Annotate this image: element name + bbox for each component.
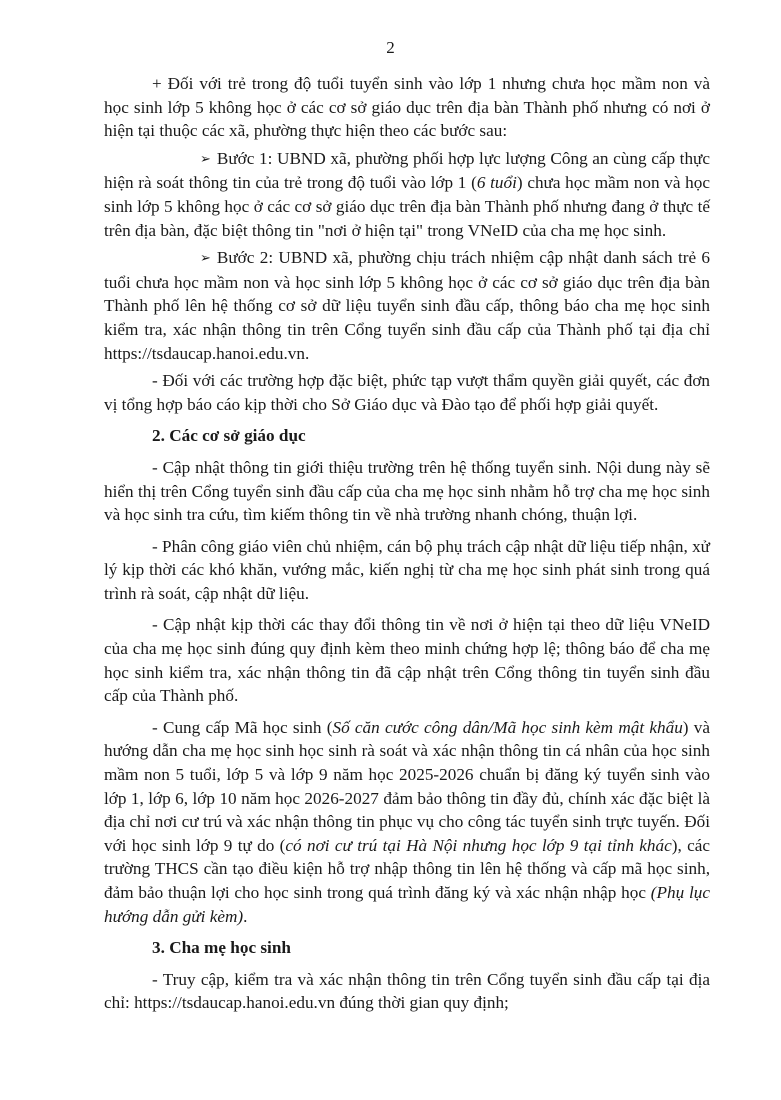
arrow-bullet-icon: ➢ — [200, 150, 211, 166]
intro-paragraph: + Đối với trẻ trong độ tuổi tuyển sinh vào lớp 1 nhưng chưa học mầm non và học sinh lớp 5 không học ở các cơ sở giáo dục trên địa bàn Thành phố nhưng có nơi ở hiện tại thuộc các xã, phường thực hiện theo các bước sau: — [104, 74, 710, 141]
step-1-text-cont: ) chưa học mầm non và học sinh lớp 5 không học ở các cơ sở giáo dục trên địa bàn Thành phố nhưng đang ở thực tế trên địa bàn, đặc biệt thông tin "nơi ở hiện tại" trong VNeID của cha mẹ học sinh. — [104, 173, 710, 240]
p4-italic-2: có nơi cư trú tại Hà Nội nhưng học lớp 9 tại tỉnh khác — [285, 835, 672, 855]
special-cases-paragraph: - Đối với các trường hợp đặc biệt, phức tạp vượt thẩm quyền giải quyết, các đơn vị tổng hợp báo cáo kịp thời cho Sở Giáo dục và Đào tạo để phối hợp giải quyết. — [104, 371, 710, 414]
document-body — [104, 72, 710, 1023]
section-2-paragraph-1: - Cập nhật thông tin giới thiệu trường trên hệ thống tuyển sinh. Nội dung này sẽ hiển thị trên Cổng tuyển sinh đầu cấp của cha mẹ học sinh nhằm hỗ trợ cha mẹ học sinh và học sinh tra cứu, tìm kiếm thông tin về nhà trường nhanh chóng, thuận lợi. — [104, 457, 710, 525]
step-1-paragraph — [104, 147, 710, 242]
step-2-paragraph — [104, 246, 710, 365]
p4-text-d: . — [243, 906, 248, 926]
p4-text-c: ), các trường THCS cần tạo điều kiện hỗ trợ nhập thông tin lên hệ thống và cấp mã học sinh, đảm bảo thuận lợi cho học sinh trong quá trình đăng ký và xác nhận nhập học — [104, 835, 710, 902]
section-2-paragraph-2: - Phân công giáo viên chủ nhiệm, cán bộ phụ trách cập nhật dữ liệu tiếp nhận, xử lý kịp thời các khó khăn, vướng mắc, kiến nghị từ cha mẹ học sinh phát sinh trong quá trình rà soát, cập nhật dữ liệu. — [104, 536, 710, 603]
step-1-text: Bước 1: UBND xã, phường phối hợp lực lượng Công an cùng cấp thực hiện rà soát thông tin của trẻ trong độ tuổi vào lớp 1 ( — [104, 148, 710, 193]
arrow-bullet-icon: ➢ — [200, 250, 211, 266]
p4-text-b: ) và hướng dẫn cha mẹ học sinh học sinh rà soát và xác nhận thông tin cá nhân của học sinh mầm non 5 tuổi, lớp 5 và lớp 9 năm học 2025-2026 chuẩn bị đăng ký tuyển sinh vào lớp 1, lớp 6, lớp 10 năm học 2026-2027 đảm bảo thông tin đầy đủ, chính xác đặc biệt là địa chỉ nơi cư trú và xác nhận thông tin phục vụ cho công tác tuyển sinh trực tuyến. Đối với học sinh lớp 9 tự do ( — [104, 717, 710, 855]
step-2-text: Bước 2: UBND xã, phường chịu trách nhiệm cập nhật danh sách trẻ 6 tuổi chưa học mầm non và học sinh lớp 5 không học ở các cơ sở giáo dục trên địa bàn Thành phố lên hệ thống cơ sở dữ liệu tuyển sinh đầu cấp, thông báo cha mẹ học sinh kiểm tra, xác nhận thông tin trên Cổng tuyển sinh đầu cấp của Thành phố tại địa chỉ https://tsdaucap.hanoi.edu.vn. — [104, 248, 710, 363]
page-number: 2 — [386, 38, 395, 57]
p4-text-a: - Cung cấp Mã học sinh ( — [152, 717, 333, 737]
section-2-heading: 2. Các cơ sở giáo dục — [152, 426, 306, 446]
p4-italic-1: Số căn cước công dân/Mã học sinh kèm mật khẩu — [332, 717, 683, 737]
section-2-paragraph-3: - Cập nhật kịp thời các thay đổi thông tin về nơi ở hiện tại theo dữ liệu VNeID của cha mẹ học sinh đúng quy định kèm theo minh chứng hợp lệ; thông báo để cha mẹ học sinh kiểm tra, xác nhận thông tin đã cập nhật trên Cổng thông tin tuyển sinh đầu cấp của Thành phố. — [104, 615, 710, 706]
section-3-heading: 3. Cha mẹ học sinh — [152, 938, 291, 958]
section-2-paragraph-4 — [104, 716, 710, 928]
section-3-paragraph-1: - Truy cập, kiểm tra và xác nhận thông tin trên Cổng tuyển sinh đầu cấp tại địa chỉ: https://tsdaucap.hanoi.edu.vn đúng thời gian quy định; — [104, 969, 710, 1013]
p4-italic-3: (Phụ lục hướng dẫn gửi kèm) — [104, 883, 710, 926]
step-1-italic: 6 tuổi — [476, 173, 517, 193]
